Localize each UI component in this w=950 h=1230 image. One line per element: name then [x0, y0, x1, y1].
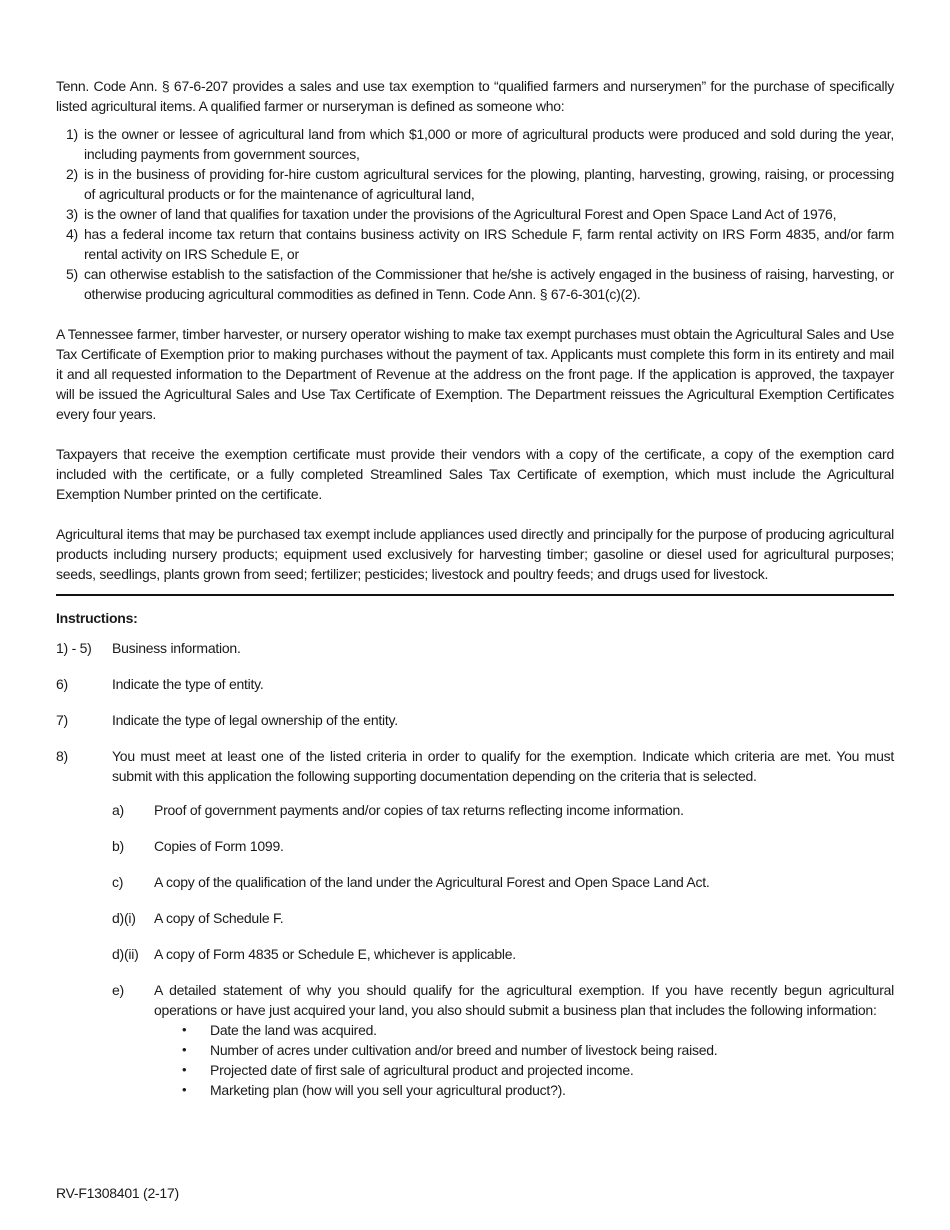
documentation-text: A copy of the qualification of the land under the Agricultural Forest and Open Space Land Act. — [154, 874, 710, 890]
instruction-label: 1) - 5) — [56, 640, 92, 656]
criteria-number: 3) — [66, 206, 78, 222]
instruction-item — [56, 674, 894, 694]
documentation-label: d)(ii) — [112, 946, 139, 962]
intro-paragraph: Tenn. Code Ann. § 67-6-207 provides a sales and use tax exemption to “qualified farmers and nurserymen” for the purchase of specifically listed agricultural items. A qualified farmer or nurseryman is defined as someone who: — [56, 78, 894, 114]
criteria-item — [56, 164, 894, 204]
criteria-item — [56, 204, 894, 224]
instruction-label: 7) — [56, 712, 68, 728]
documentation-label: a) — [112, 802, 124, 818]
criteria-text: can otherwise establish to the satisfaction of the Commissioner that he/she is actively engaged in the business of raising, harvesting, or otherwise producing agricultural commodities as defined in Tenn. Code Ann. § 67-6-301(c)(2). — [84, 266, 894, 302]
business-plan-item — [154, 1060, 894, 1080]
criteria-number: 5) — [66, 266, 78, 282]
criteria-text: has a federal income tax return that contains business activity on IRS Schedule F, farm rental activity on IRS Form 4835, and/or farm rental activity on IRS Schedule E, or — [84, 226, 894, 262]
criteria-item — [56, 224, 894, 264]
instruction-label: 6) — [56, 676, 68, 692]
qualification-criteria-list — [56, 124, 894, 304]
instruction-label: 8) — [56, 748, 68, 764]
criteria-number: 4) — [66, 226, 78, 242]
criteria-item — [56, 124, 894, 164]
instruction-text: You must meet at least one of the listed criteria in order to qualify for the exemption. Indicate which criteria are met. You must submit with this application the following supporting documentation depending on the criteria that is selected. — [112, 748, 894, 784]
bullet-icon: • — [182, 1022, 187, 1037]
instruction-item — [56, 710, 894, 730]
business-plan-item — [154, 1020, 894, 1040]
documentation-text: Copies of Form 1099. — [154, 838, 284, 854]
form-id-footer: RV-F1308401 (2-17) — [56, 1185, 179, 1201]
documentation-item — [56, 872, 894, 892]
criteria-item — [56, 264, 894, 304]
criteria-number: 2) — [66, 166, 78, 182]
business-plan-item — [154, 1040, 894, 1060]
instruction-text: Indicate the type of legal ownership of the entity. — [112, 712, 398, 728]
instruction-text: Indicate the type of entity. — [112, 676, 264, 692]
criteria-text: is in the business of providing for-hire custom agricultural services for the plowing, planting, harvesting, growing, raising, or processing of agricultural products or for the maintenance of agricultural land, — [84, 166, 894, 202]
documentation-text: Proof of government payments and/or copies of tax returns reflecting income information. — [154, 802, 684, 818]
instruction-item — [56, 638, 894, 658]
vendor-paragraph: Taxpayers that receive the exemption certificate must provide their vendors with a copy of the certificate, a copy of the exemption card included with the certificate, or a fully completed Streamlined Sales Tax Certificate of exemption, which must include the Agricultural Exemption Number printed on the certificate. — [56, 446, 894, 502]
documentation-text: A detailed statement of why you should qualify for the agricultural exemption. If you have recently begun agricultural operations or have just acquired your land, you also should submit a business plan that includes the following information: — [154, 982, 894, 1018]
instruction-item — [56, 746, 894, 786]
section-divider — [56, 594, 894, 596]
business-plan-list — [154, 1020, 894, 1100]
documentation-label: c) — [112, 874, 124, 890]
criteria-text: is the owner of land that qualifies for taxation under the provisions of the Agricultural Forest and Open Space Land Act of 1976, — [84, 206, 837, 222]
instruction-text: Business information. — [112, 640, 241, 656]
documentation-item — [56, 908, 894, 928]
bullet-icon: • — [182, 1042, 187, 1057]
documentation-item — [56, 944, 894, 964]
business-plan-text: Projected date of first sale of agricultural product and projected income. — [210, 1062, 634, 1078]
business-plan-text: Date the land was acquired. — [210, 1022, 377, 1038]
certificate-paragraph: A Tennessee farmer, timber harvester, or nursery operator wishing to make tax exempt purchases must obtain the Agricultural Sales and Use Tax Certificate of Exemption prior to making purchases without the payment of tax. Applicants must complete this form in its entirety and mail it and all requested information to the Department of Revenue at the address on the front page. If the application is approved, the taxpayer will be issued the Agricultural Sales and Use Tax Certificate of Exemption. The Department reissues the Agricultural Exemption Certificates every four years. — [56, 326, 894, 422]
criteria-number: 1) — [66, 126, 78, 142]
document-page — [56, 76, 894, 1100]
documentation-label: b) — [112, 838, 124, 854]
criteria-text: is the owner or lessee of agricultural land from which $1,000 or more of agricultural products were produced and sold during the year, including payments from government sources, — [84, 126, 894, 162]
business-plan-text: Marketing plan (how will you sell your agricultural product?). — [210, 1082, 566, 1098]
documentation-item — [56, 836, 894, 856]
bullet-icon: • — [182, 1082, 187, 1097]
documentation-item — [56, 980, 894, 1100]
exempt-items-paragraph: Agricultural items that may be purchased tax exempt include appliances used directly and principally for the purpose of producing agricultural products including nursery products; equipment used exclusively for harvesting timber; gasoline or diesel used for agricultural purposes; seeds, seedlings, plants grown from seed; fertilizer; pesticides; livestock and poultry feeds; and drugs used for livestock. — [56, 526, 894, 582]
documentation-label: d)(i) — [112, 910, 136, 926]
documentation-label: e) — [112, 982, 124, 998]
documentation-text: A copy of Schedule F. — [154, 910, 284, 926]
business-plan-text: Number of acres under cultivation and/or breed and number of livestock being raised. — [210, 1042, 718, 1058]
documentation-item — [56, 800, 894, 820]
documentation-text: A copy of Form 4835 or Schedule E, whichever is applicable. — [154, 946, 516, 962]
business-plan-item — [154, 1080, 894, 1100]
instructions-heading: Instructions: — [56, 610, 138, 626]
bullet-icon: • — [182, 1062, 187, 1077]
